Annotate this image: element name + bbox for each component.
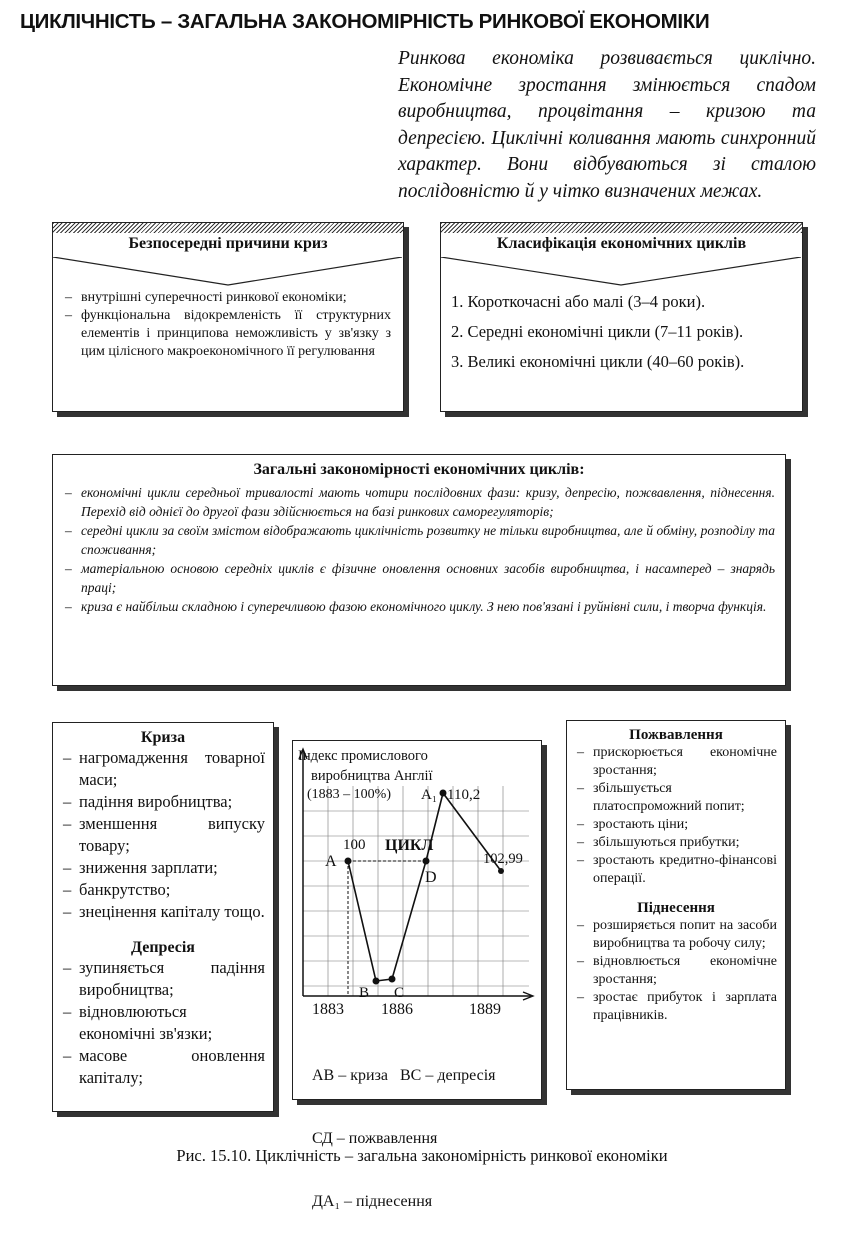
crisis-header: Криза (140, 729, 186, 746)
point-d-marker (423, 858, 430, 865)
chart-ylabel-3: (1883 – 100%) (307, 787, 391, 802)
crisis-item: – зниження зарплати; (61, 857, 265, 879)
regularities-box (52, 454, 786, 686)
page-title: ЦИКЛІЧНІСТЬ – ЗАГАЛЬНА ЗАКОНОМІРНІСТЬ РИНКОВОЇ ЕКОНОМІКИ (20, 10, 710, 33)
causes-item: – функціональна відокремленість її структурних елементів і принципова неможливість у зв'язку з цим цілісного макроекономічного її регулювання (63, 307, 391, 361)
crisis-item: – зменшення випуску товару; (61, 813, 265, 857)
depression-item: – зупиняється падіння виробництва; (61, 957, 265, 1001)
point-c-marker (389, 976, 396, 983)
classification-header-divider (441, 257, 801, 287)
regularities-list (63, 483, 775, 616)
causes-header: Безпосередні причини криз (128, 235, 328, 252)
revival-item: – збільшується платоспроможний попит; (575, 780, 777, 816)
chart-x-tick: 1883 (312, 1001, 344, 1018)
classification-item: 2. Середні економічні цикли (7–11 років). (451, 322, 744, 341)
point-end-marker (498, 868, 504, 874)
boom-item: – розширяється попит на засоби виробництва та робочу силу; (575, 917, 777, 953)
crisis-item: – банкрутство; (61, 879, 265, 901)
chart-point-d: D (425, 869, 437, 886)
depression-list (61, 957, 265, 1089)
intro-paragraph: Ринкова економіка розвивається циклічно. Економічне зростання змінюється спадом виробництва, процвітання – кризою та депресією. Циклічні коливання мають синхронний характер. Вони відбуваються зі сталою послідовністю й у чітко визначених межах. (398, 48, 816, 202)
revival-header: Пожвавлення (629, 727, 723, 743)
boom-item: – відновлюється економічне зростання; (575, 953, 777, 989)
classification-item: 1. Короткочасні або малі (3–4 роки). (451, 292, 706, 311)
chart-x-tick: 1889 (469, 1001, 501, 1018)
classification-item: 3. Великі економічні цикли (40–60 років). (451, 352, 745, 371)
classification-header-hatch (441, 223, 802, 233)
regularities-item: – економічні цикли середньої тривалості мають чотири послідовних фази: кризу, депресію, пожвавлення, піднесення. Перехід від однієї до другої фази здійснюється на базі ринкових саморегуляторів; (63, 483, 775, 521)
crisis-depression-box (52, 722, 274, 1112)
chart-ylabel-1: Індекс промислового (298, 748, 428, 764)
causes-list (63, 289, 391, 361)
crisis-item: – знецінення капіталу тощо. (61, 901, 265, 923)
crisis-item: – нагромадження товарної маси; (61, 747, 265, 791)
regularities-header: Загальні закономірності економічних циклів: (253, 461, 585, 478)
boom-item: – зростає прибуток і зарплата працівників. (575, 989, 777, 1025)
causes-header-divider (53, 257, 402, 287)
depression-header: Депресія (131, 939, 195, 956)
crisis-list (61, 747, 265, 923)
chart-legend-item: ДА₁ – піднесення (312, 1193, 433, 1210)
regularities-item: – криза є найбільш складною і суперечливою фазою економічного циклу. З нею пов'язані і руйнівні сили, і творча функція. (63, 597, 775, 616)
depression-item: – відновлюються економічні зв'язки; (61, 1001, 265, 1045)
chart-point-b: B (359, 985, 370, 1001)
causes-box (52, 222, 404, 412)
chart-value-110: 110,2 (447, 787, 481, 803)
chart-value-102: 102,99 (483, 851, 523, 867)
revival-item: – збільшуються прибутки; (575, 834, 777, 852)
revival-list (575, 744, 777, 888)
revival-item: – зростають кредитно-фінансові операції. (575, 852, 777, 888)
chart-grid (303, 786, 529, 996)
regularities-item: – середні цикли за своїм змістом відображають циклічність розвитку не тільки виробництва, але й обміну, розподілу та споживання; (63, 521, 775, 559)
depression-item: – масове оновлення капіталу; (61, 1045, 265, 1089)
boom-header: Піднесення (637, 900, 715, 916)
crisis-item: – падіння виробництва; (61, 791, 265, 813)
point-a1-marker (440, 790, 447, 797)
revival-item: – зростають ціни; (575, 816, 777, 834)
chart-x-tick: 1886 (381, 1001, 413, 1018)
figure-caption: Рис. 15.10. Циклічність – загальна закономірність ринкової економіки (176, 1146, 668, 1165)
chart-point-a1: A₁ (421, 787, 438, 803)
chart-point-a: A (325, 853, 337, 870)
chart-legend-item: АВ – криза ВС – депресія (312, 1067, 496, 1084)
regularities-item: – матеріальною основою середніх циклів є фізичне оновлення основних засобів виробництва, і насамперед – знарядь праці; (63, 559, 775, 597)
causes-header-hatch (53, 223, 403, 233)
chart-point-c: C (394, 985, 405, 1001)
chart-legend-item: СД – пожвавлення (312, 1130, 438, 1147)
point-b-marker (373, 978, 380, 985)
causes-item: – внутрішні суперечності ринкової економіки; (63, 289, 391, 307)
chart-cycle-label: ЦИКЛ (385, 837, 434, 854)
revival-boom-box (566, 720, 786, 1090)
chart-value-100: 100 (343, 837, 366, 853)
classification-box (440, 222, 803, 412)
chart-ylabel-2: виробництва Англії (311, 768, 433, 784)
point-a-marker (345, 858, 352, 865)
classification-list (451, 287, 796, 377)
chart-legend (312, 1023, 496, 1254)
revival-item: – прискорюється економічне зростання; (575, 744, 777, 780)
boom-list (575, 917, 777, 1025)
classification-header: Класифікація економічних циклів (496, 235, 747, 252)
